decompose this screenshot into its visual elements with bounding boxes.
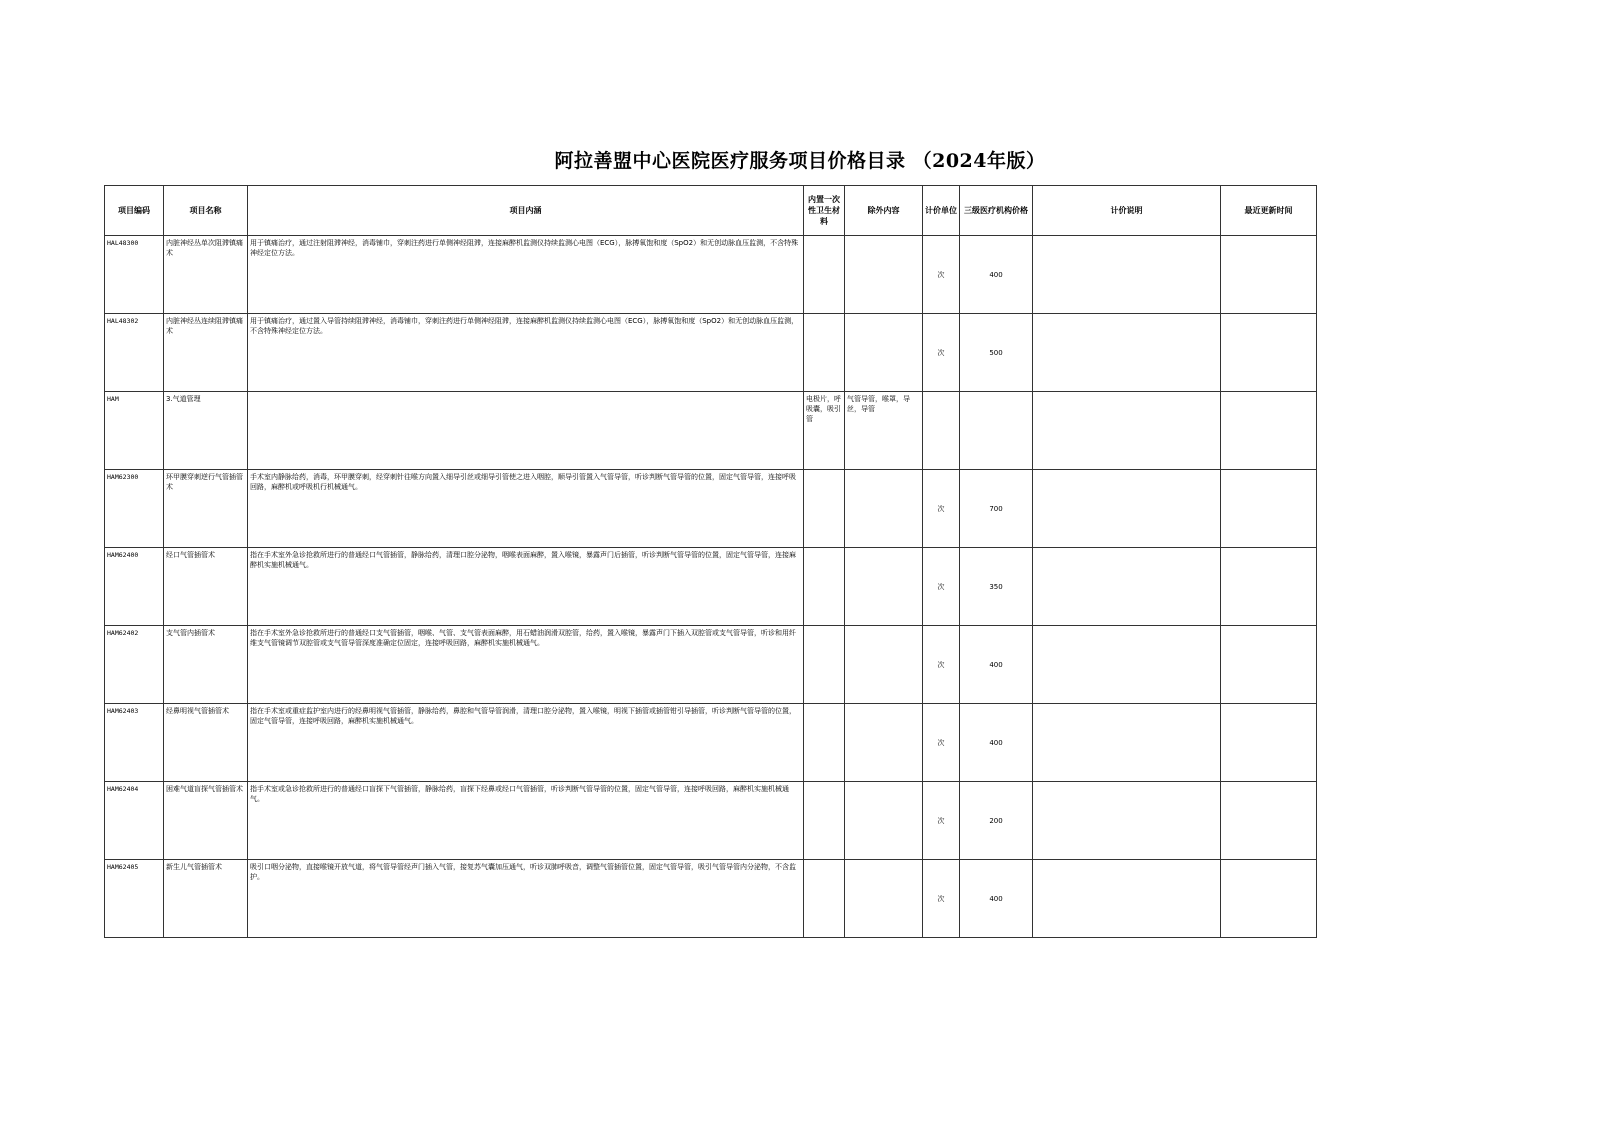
header-content: 项目内涵 (248, 186, 804, 236)
cell-excluded: 气管导管，喉罩，导丝，导管 (845, 392, 923, 470)
cell-unit: 次 (923, 314, 960, 392)
cell-note (1033, 470, 1221, 548)
cell-note (1033, 782, 1221, 860)
cell-name: 内脏神经丛单次阻滞镇痛术 (164, 236, 248, 314)
header-price: 三级医疗机构价格 (960, 186, 1033, 236)
cell-excluded (845, 470, 923, 548)
cell-note (1033, 548, 1221, 626)
cell-updated (1221, 392, 1317, 470)
cell-price: 400 (960, 626, 1033, 704)
cell-excluded (845, 548, 923, 626)
cell-name: 经鼻明视气管插管术 (164, 704, 248, 782)
cell-code: HAM (105, 392, 164, 470)
header-unit: 计价单位 (923, 186, 960, 236)
table-row (105, 470, 1317, 548)
header-code: 项目编码 (105, 186, 164, 236)
cell-excluded (845, 314, 923, 392)
cell-code: HAM62400 (105, 548, 164, 626)
table-row (105, 704, 1317, 782)
cell-updated (1221, 314, 1317, 392)
cell-name: 经口气管插管术 (164, 548, 248, 626)
document-title: 阿拉善盟中心医院医疗服务项目价格目录 （2024年版） (554, 150, 1046, 172)
cell-excluded (845, 782, 923, 860)
cell-name: 内脏神经丛连续阻滞镇痛术 (164, 314, 248, 392)
cell-price: 350 (960, 548, 1033, 626)
cell-unit: 次 (923, 704, 960, 782)
cell-included-materials (804, 782, 845, 860)
cell-unit (923, 392, 960, 470)
cell-content: 指在手术室外急诊抢救所进行的普通经口气管插管，静脉给药，清理口腔分泌物，咽喉表面麻醉，置入喉镜，暴露声门后插管，听诊判断气管导管的位置，固定气管导管，连接麻醉机实施机械通气。 (248, 548, 804, 626)
cell-price: 500 (960, 314, 1033, 392)
cell-name: 新生儿气管插管术 (164, 860, 248, 938)
cell-updated (1221, 626, 1317, 704)
cell-included-materials (804, 626, 845, 704)
header-name: 项目名称 (164, 186, 248, 236)
table-row (105, 782, 1317, 860)
cell-updated (1221, 548, 1317, 626)
cell-included-materials (804, 548, 845, 626)
cell-code: HAM62300 (105, 470, 164, 548)
cell-excluded (845, 860, 923, 938)
cell-content: 用于镇痛治疗，通过注射阻滞神经，消毒铺巾，穿刺注药进行单侧神经阻滞，连接麻醉机监测仪持续监测心电图（ECG），脉搏氧饱和度（SpO2）和无创动脉血压监测，不含特殊神经定位方法。 (248, 236, 804, 314)
cell-price: 200 (960, 782, 1033, 860)
cell-unit: 次 (923, 626, 960, 704)
table-row (105, 392, 1317, 470)
cell-note (1033, 392, 1221, 470)
cell-updated (1221, 704, 1317, 782)
cell-note (1033, 626, 1221, 704)
cell-price: 400 (960, 704, 1033, 782)
cell-unit: 次 (923, 860, 960, 938)
header-note: 计价说明 (1033, 186, 1221, 236)
cell-unit: 次 (923, 236, 960, 314)
cell-included-materials (804, 704, 845, 782)
cell-code: HAL48300 (105, 236, 164, 314)
table-row (105, 548, 1317, 626)
cell-included-materials: 电极片，呼吸囊，吸引管 (804, 392, 845, 470)
cell-content: 指在手术室或重症监护室内进行的经鼻明视气管插管，静脉给药，鼻腔和气管导管润滑，清理口腔分泌物，置入喉镜，明视下插管或插管钳引导插管，听诊判断气管导管的位置，固定气管导管，连接呼吸回路，麻醉机实施机械通气。 (248, 704, 804, 782)
cell-updated (1221, 782, 1317, 860)
cell-included-materials (804, 470, 845, 548)
cell-content: 指手术室或急诊抢救所进行的普通经口盲探下气管插管，静脉给药，盲探下经鼻或经口气管插管，听诊判断气管导管的位置，固定气管导管，连接呼吸回路，麻醉机实施机械通气。 (248, 782, 804, 860)
cell-price (960, 392, 1033, 470)
price-table (104, 185, 1317, 938)
cell-code: HAM62403 (105, 704, 164, 782)
cell-excluded (845, 236, 923, 314)
cell-code: HAM62402 (105, 626, 164, 704)
cell-included-materials (804, 236, 845, 314)
table-row (105, 860, 1317, 938)
cell-price: 700 (960, 470, 1033, 548)
cell-note (1033, 704, 1221, 782)
header-excluded: 除外内容 (845, 186, 923, 236)
cell-updated (1221, 860, 1317, 938)
cell-updated (1221, 470, 1317, 548)
cell-code: HAM62405 (105, 860, 164, 938)
cell-content (248, 392, 804, 470)
cell-included-materials (804, 314, 845, 392)
cell-note (1033, 314, 1221, 392)
cell-content: 手术室内静脉给药，消毒，环甲膜穿刺，经穿刺针往喉方向置入细导引丝或细导引管使之进入咽腔，顺导引管置入气管导管，听诊判断气管导管的位置，固定气管导管，连接呼吸回路，麻醉机或呼吸机行机械通气。 (248, 470, 804, 548)
table-row (105, 314, 1317, 392)
table-row (105, 236, 1317, 314)
cell-note (1033, 860, 1221, 938)
cell-note (1033, 236, 1221, 314)
cell-included-materials (804, 860, 845, 938)
cell-code: HAL48302 (105, 314, 164, 392)
cell-unit: 次 (923, 470, 960, 548)
table-row (105, 626, 1317, 704)
cell-name: 3.气道管理 (164, 392, 248, 470)
header-updated: 最近更新时间 (1221, 186, 1317, 236)
cell-content: 指在手术室外急诊抢救所进行的普通经口支气管插管，咽喉、气管、支气管表面麻醉，用石蜡油润滑双腔管，给药，置入喉镜，暴露声门下插入双腔管或支气管导管，听诊和用纤维支气管镜调节双腔管或支气管导管深度准确定位固定，连接呼吸回路，麻醉机实施机械通气。 (248, 626, 804, 704)
cell-price: 400 (960, 860, 1033, 938)
cell-updated (1221, 236, 1317, 314)
table-body (105, 236, 1317, 938)
cell-name: 困难气道盲探气管插管术 (164, 782, 248, 860)
cell-code: HAM62404 (105, 782, 164, 860)
cell-content: 用于镇痛治疗，通过置入导管持续阻滞神经，消毒铺巾，穿刺注药进行单侧神经阻滞，连接麻醉机监测仪持续监测心电图（ECG），脉搏氧饱和度（SpO2）和无创动脉血压监测，不含特殊神经定位方法。 (248, 314, 804, 392)
table-header-row (105, 186, 1317, 236)
cell-unit: 次 (923, 782, 960, 860)
cell-name: 支气管内插管术 (164, 626, 248, 704)
cell-name: 环甲膜穿刺逆行气管插管术 (164, 470, 248, 548)
cell-price: 400 (960, 236, 1033, 314)
header-included-materials: 内置一次性卫生材料 (804, 186, 845, 236)
cell-unit: 次 (923, 548, 960, 626)
cell-excluded (845, 626, 923, 704)
cell-excluded (845, 704, 923, 782)
cell-content: 吸引口咽分泌物，直接喉镜开放气道，将气管导管经声门插入气管，接复苏气囊加压通气，听诊双肺呼吸音，调整气管插管位置，固定气管导管，吸引气管导管内分泌物，不含监护。 (248, 860, 804, 938)
